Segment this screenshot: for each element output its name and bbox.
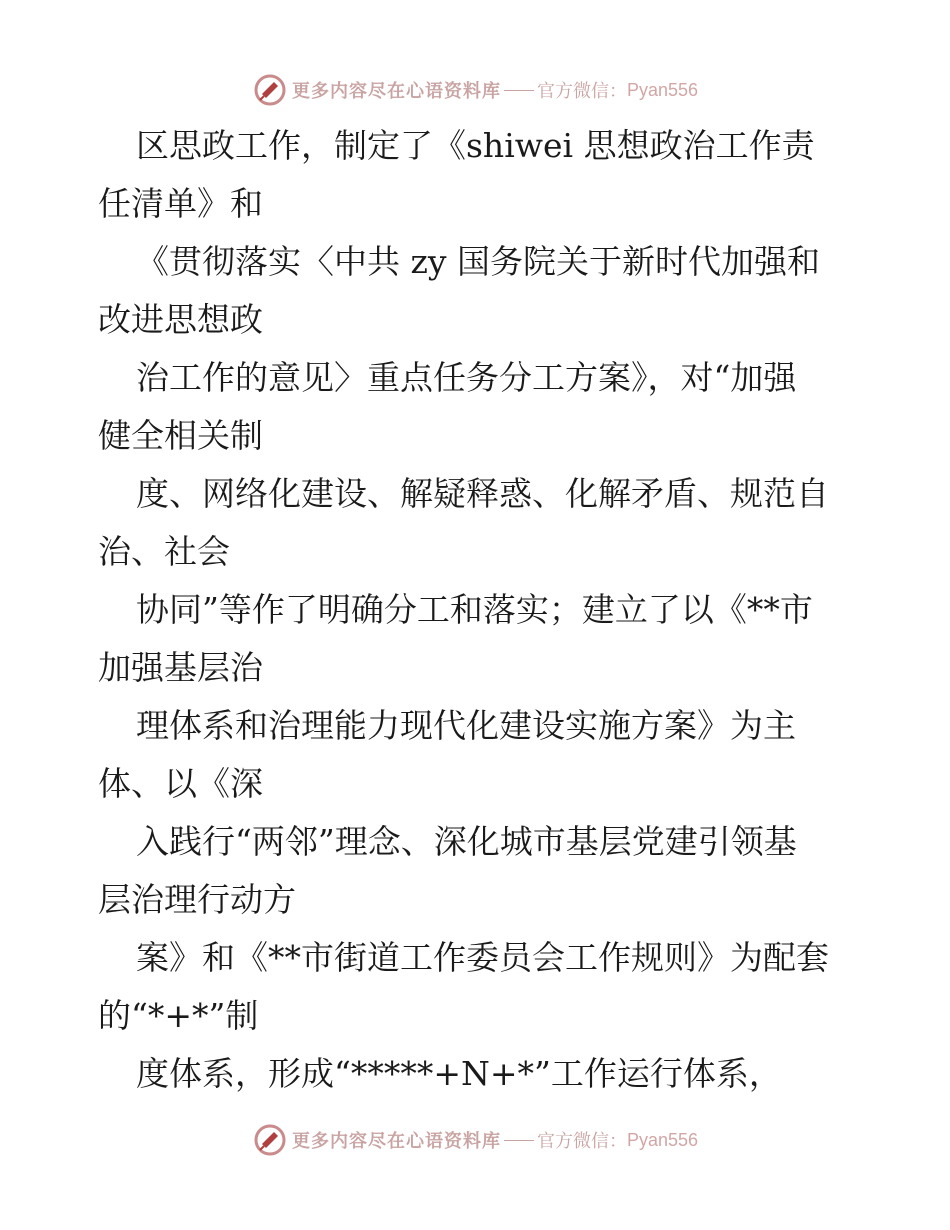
footer-banner-wechat-id: Pyan556 [626,1129,699,1150]
footer-banner-dash [504,1140,534,1141]
text-line: 体、以《深 [98,764,263,803]
text-line: 层治理行动方 [98,880,296,919]
text-line: 《贯彻落实〈中共 zy 国务院关于新时代加强和 [136,242,821,281]
text-line: 度体系，形成“*****+N+*”工作运行体系， [136,1054,782,1093]
text-line: 改进思想政 [98,300,263,339]
document-body [98,117,858,1103]
footer-banner-official-label: 官方微信： [536,1131,627,1152]
text-line: 区思政工作，制定了《shiwei 思想政治工作责 [136,126,815,165]
text-line: 入践行“两邻”理念、深化城市基层党建引领基 [136,822,797,861]
text-line: 加强基层治 [98,648,263,687]
text-line: 健全相关制 [98,416,263,455]
header-banner-text: 更多内容尽在心语资料库 [291,81,501,102]
header-watermark [0,70,950,110]
header-banner-wechat-id: Pyan556 [626,79,699,100]
brand-logo-icon [252,72,288,108]
brand-logo-icon [252,1122,288,1158]
text-line: 协同”等作了明确分工和落实；建立了以《**市 [136,590,813,629]
text-line: 任清单》和 [98,184,263,223]
text-line: 案》和《**市街道工作委员会工作规则》为配套 [136,938,829,977]
text-line: 理体系和治理能力现代化建设实施方案》为主 [136,706,796,745]
header-banner-dash [504,90,534,91]
footer-banner-text: 更多内容尽在心语资料库 [291,1131,501,1152]
footer-watermark [0,1120,950,1160]
text-line: 度、网络化建设、解疑释惑、化解矛盾、规范自 [136,474,829,513]
text-line: 的“*+*”制 [98,996,259,1035]
text-line: 治工作的意见〉重点任务分工方案》，对“加强 [136,358,797,397]
header-banner-official-label: 官方微信： [536,81,627,102]
text-line: 治、社会 [98,532,230,571]
